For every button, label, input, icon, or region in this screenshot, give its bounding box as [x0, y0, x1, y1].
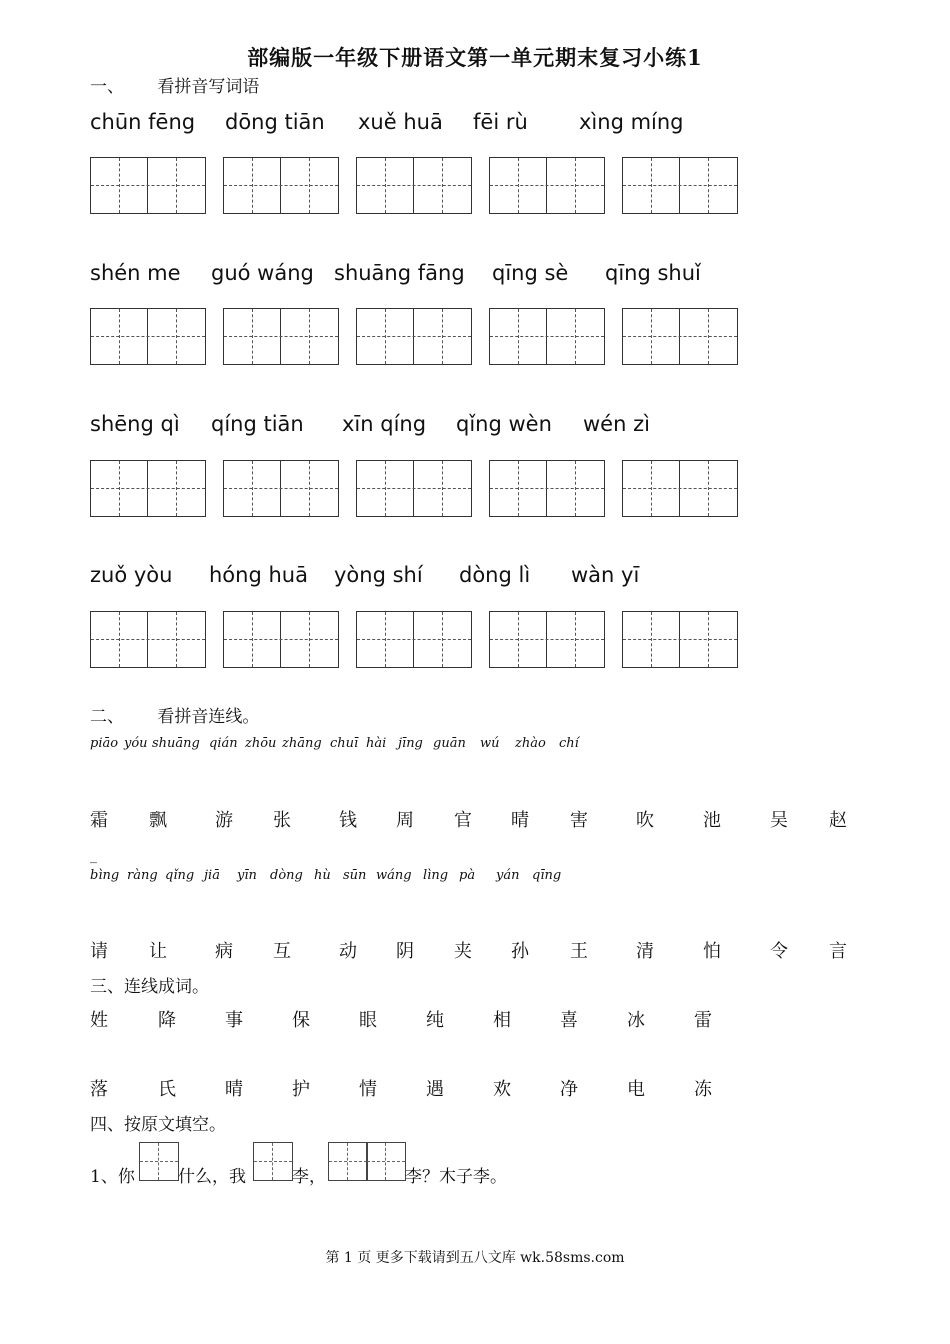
tianzi-grid[interactable] — [622, 308, 738, 365]
match-pinyin: yán — [496, 868, 520, 883]
pinyin-word: xuě huā — [358, 110, 443, 134]
word-char[interactable]: 降 — [158, 1010, 176, 1031]
match-pinyin: shuāng — [152, 736, 200, 751]
pinyin-word: xìng míng — [579, 110, 684, 134]
fill-blank-cell[interactable] — [366, 1142, 406, 1181]
word-char[interactable]: 电 — [627, 1079, 645, 1100]
tianzi-grid[interactable] — [356, 308, 472, 365]
word-char[interactable]: 相 — [493, 1010, 511, 1031]
match-char[interactable]: 互 — [273, 941, 291, 962]
page-title: 部编版一年级下册语文第一单元期末复习小练1 — [247, 45, 703, 70]
pinyin-word: xīn qíng — [342, 412, 427, 436]
match-pinyin: qīng — [532, 868, 562, 883]
tianzi-grid[interactable] — [622, 611, 738, 668]
section-2-label: 看拼音连线。 — [157, 707, 260, 727]
section-2-heading — [90, 702, 259, 727]
pinyin-word: shuāng fāng — [334, 261, 465, 285]
word-char[interactable]: 净 — [560, 1079, 578, 1100]
match-char[interactable]: 阴 — [396, 941, 414, 962]
tianzi-grid[interactable] — [489, 308, 605, 365]
match-char[interactable]: 怕 — [703, 941, 721, 962]
tianzi-grid[interactable] — [356, 157, 472, 214]
tianzi-grid[interactable] — [356, 460, 472, 517]
match-pinyin: chí — [559, 736, 579, 751]
fill-blank-cell[interactable] — [139, 1142, 179, 1181]
word-char[interactable]: 眼 — [359, 1010, 377, 1031]
word-char[interactable]: 护 — [292, 1079, 310, 1100]
match-char[interactable]: 吹 — [636, 810, 654, 831]
match-pinyin: ràng — [127, 868, 158, 883]
match-pinyin: dòng — [270, 868, 303, 883]
match-char[interactable]: 害 — [570, 810, 588, 831]
match-pinyin: zhōu — [245, 736, 277, 751]
pinyin-word: chūn fēng — [90, 110, 196, 134]
word-char[interactable]: 保 — [292, 1010, 310, 1031]
match-pinyin: pà — [459, 868, 476, 883]
pinyin-word: yòng shí — [334, 563, 423, 587]
pinyin-word: dōng tiān — [225, 110, 325, 134]
word-char[interactable]: 冰 — [627, 1010, 645, 1031]
match-char[interactable]: 孙 — [511, 941, 529, 962]
writing-grid-row-4 — [90, 611, 740, 668]
writing-grid-row-2 — [90, 308, 740, 365]
match-char[interactable]: 请 — [90, 941, 108, 962]
pinyin-word: fēi rù — [473, 110, 528, 134]
match-char[interactable]: 清 — [636, 941, 654, 962]
match-char[interactable]: 飘 — [149, 810, 167, 831]
match-char[interactable]: 霜 — [90, 810, 108, 831]
pinyin-word: dòng lì — [459, 563, 531, 587]
match-char[interactable]: 动 — [339, 941, 357, 962]
match-pinyin: zhāng — [282, 736, 322, 751]
fill-blank-cell[interactable] — [328, 1142, 368, 1181]
match-char[interactable]: 病 — [215, 941, 233, 962]
section-1-heading — [90, 72, 259, 97]
tianzi-grid[interactable] — [90, 611, 206, 668]
match-char[interactable]: 周 — [396, 810, 414, 831]
fill-text-part2: 什么，我 — [178, 1167, 246, 1187]
match-pinyin: zhào — [515, 736, 546, 751]
section-3-heading: 三、连线成词。 — [90, 977, 209, 997]
match-char[interactable]: 夹 — [454, 941, 472, 962]
word-char[interactable]: 姓 — [90, 1010, 108, 1031]
tianzi-grid[interactable] — [356, 611, 472, 668]
word-char[interactable]: 事 — [225, 1010, 243, 1031]
match-char[interactable]: 钱 — [339, 810, 357, 831]
match-char[interactable]: 言 — [829, 941, 847, 962]
pinyin-word: qǐng wèn — [456, 412, 552, 436]
tianzi-grid[interactable] — [223, 611, 339, 668]
section-4-heading: 四、按原文填空。 — [90, 1115, 226, 1135]
word-char[interactable]: 落 — [90, 1079, 108, 1100]
tianzi-grid[interactable] — [489, 157, 605, 214]
pinyin-word: wén zì — [583, 412, 650, 436]
match-char[interactable]: 游 — [215, 810, 233, 831]
pinyin-word: qīng shuǐ — [605, 261, 701, 285]
match-pinyin: guān — [433, 736, 466, 751]
fill-text-part3: 李， — [292, 1167, 326, 1187]
tianzi-grid[interactable] — [622, 460, 738, 517]
match-pinyin: jiā — [204, 868, 220, 883]
pinyin-word: qīng sè — [492, 261, 569, 285]
match-char[interactable]: 官 — [454, 810, 472, 831]
section-1-label: 看拼音写词语 — [157, 77, 260, 97]
tianzi-grid[interactable] — [90, 308, 206, 365]
match-pinyin: sūn — [343, 868, 367, 883]
tianzi-grid[interactable] — [622, 157, 738, 214]
match-pinyin: yīn — [237, 868, 257, 883]
match-pinyin: wú — [480, 736, 500, 751]
match-char[interactable]: 令 — [770, 941, 788, 962]
tianzi-grid[interactable] — [223, 157, 339, 214]
match-pinyin: hù — [314, 868, 331, 883]
match-char[interactable]: 赵 — [829, 810, 847, 831]
match-char[interactable]: 晴 — [511, 810, 529, 831]
fill-blank-cell[interactable] — [253, 1142, 293, 1181]
fill-text-part4: 李？木子李。 — [405, 1167, 507, 1187]
match-char[interactable]: 池 — [703, 810, 721, 831]
page-footer: 第 1 页 更多下载请到五八文库 wk.58sms.com — [325, 1250, 625, 1266]
section-2-number: 二、 — [90, 707, 124, 727]
tianzi-grid[interactable] — [489, 460, 605, 517]
section-1-number: 一、 — [90, 77, 124, 97]
match-pinyin: bìng — [90, 868, 120, 883]
word-char[interactable]: 欢 — [493, 1079, 511, 1100]
word-char[interactable]: 雷 — [694, 1010, 712, 1031]
fill-text-prefix: 1、你 — [90, 1167, 135, 1187]
word-char[interactable]: 喜 — [560, 1010, 578, 1031]
match-char[interactable]: 让 — [149, 941, 167, 962]
word-char[interactable]: 氏 — [158, 1079, 176, 1100]
match-pinyin: lìng — [423, 868, 449, 883]
match-pinyin: wáng — [376, 868, 412, 883]
tianzi-grid[interactable] — [90, 157, 206, 214]
pinyin-word: hóng huā — [209, 563, 308, 587]
match-pinyin: yóu — [124, 736, 148, 751]
pinyin-word: shén me — [90, 261, 181, 285]
writing-grid-row-3 — [90, 460, 740, 517]
pinyin-word: shēng qì — [90, 412, 180, 436]
match-pinyin: chuī — [330, 736, 359, 751]
match-pinyin: qǐng — [165, 868, 195, 883]
tianzi-grid[interactable] — [90, 460, 206, 517]
dash-mark: _ — [90, 848, 97, 864]
match-char[interactable]: 吴 — [770, 810, 788, 831]
tianzi-grid[interactable] — [223, 308, 339, 365]
word-char[interactable]: 纯 — [426, 1010, 444, 1031]
match-char[interactable]: 张 — [273, 810, 291, 831]
match-pinyin: piāo — [90, 736, 119, 751]
word-char[interactable]: 冻 — [694, 1079, 712, 1100]
word-char[interactable]: 情 — [359, 1079, 377, 1100]
word-char[interactable]: 晴 — [225, 1079, 243, 1100]
tianzi-grid[interactable] — [489, 611, 605, 668]
pinyin-word: zuǒ yòu — [90, 563, 173, 587]
match-char[interactable]: 王 — [570, 941, 588, 962]
tianzi-grid[interactable] — [223, 460, 339, 517]
pinyin-word: guó wáng — [211, 261, 314, 285]
writing-grid-row-1 — [90, 157, 740, 214]
pinyin-word: qíng tiān — [211, 412, 304, 436]
match-pinyin: qián — [209, 736, 238, 751]
match-pinyin: jīng — [398, 736, 423, 751]
match-pinyin: hài — [366, 736, 387, 751]
word-char[interactable]: 遇 — [426, 1079, 444, 1100]
pinyin-word: wàn yī — [571, 563, 640, 587]
